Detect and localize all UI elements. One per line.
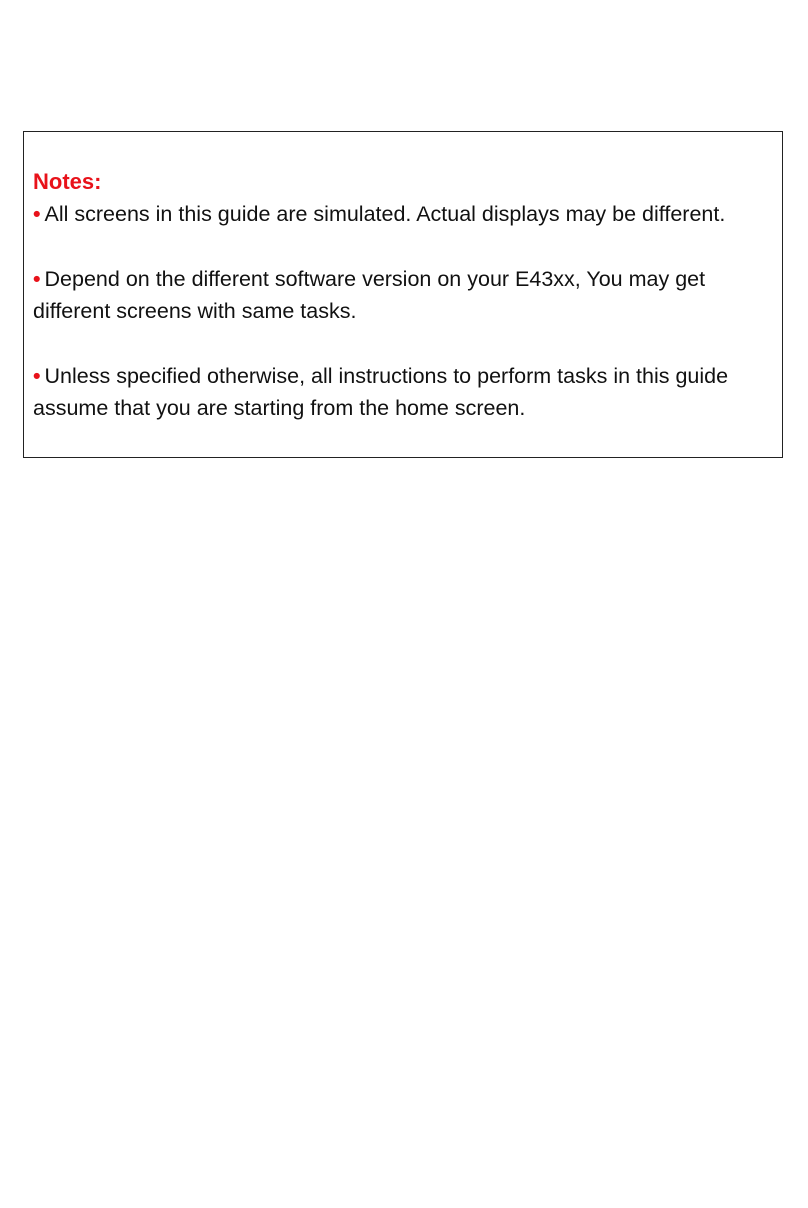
bullet-icon: • [33, 267, 41, 291]
note-item [33, 198, 773, 230]
note-item [33, 263, 773, 327]
bullet-icon: • [33, 202, 41, 226]
notes-title: Notes: [33, 169, 102, 194]
bullet-icon: • [33, 364, 41, 388]
notes-box [23, 131, 783, 458]
note-text: Unless specified otherwise, all instructions to perform tasks in this guide assume that you are starting from the home screen. [33, 364, 729, 420]
note-item [33, 360, 773, 424]
note-text: Depend on the different software version on your E43xx, You may get different screens with same tasks. [33, 267, 706, 323]
note-text: All screens in this guide are simulated. Actual displays may be different. [44, 202, 726, 226]
